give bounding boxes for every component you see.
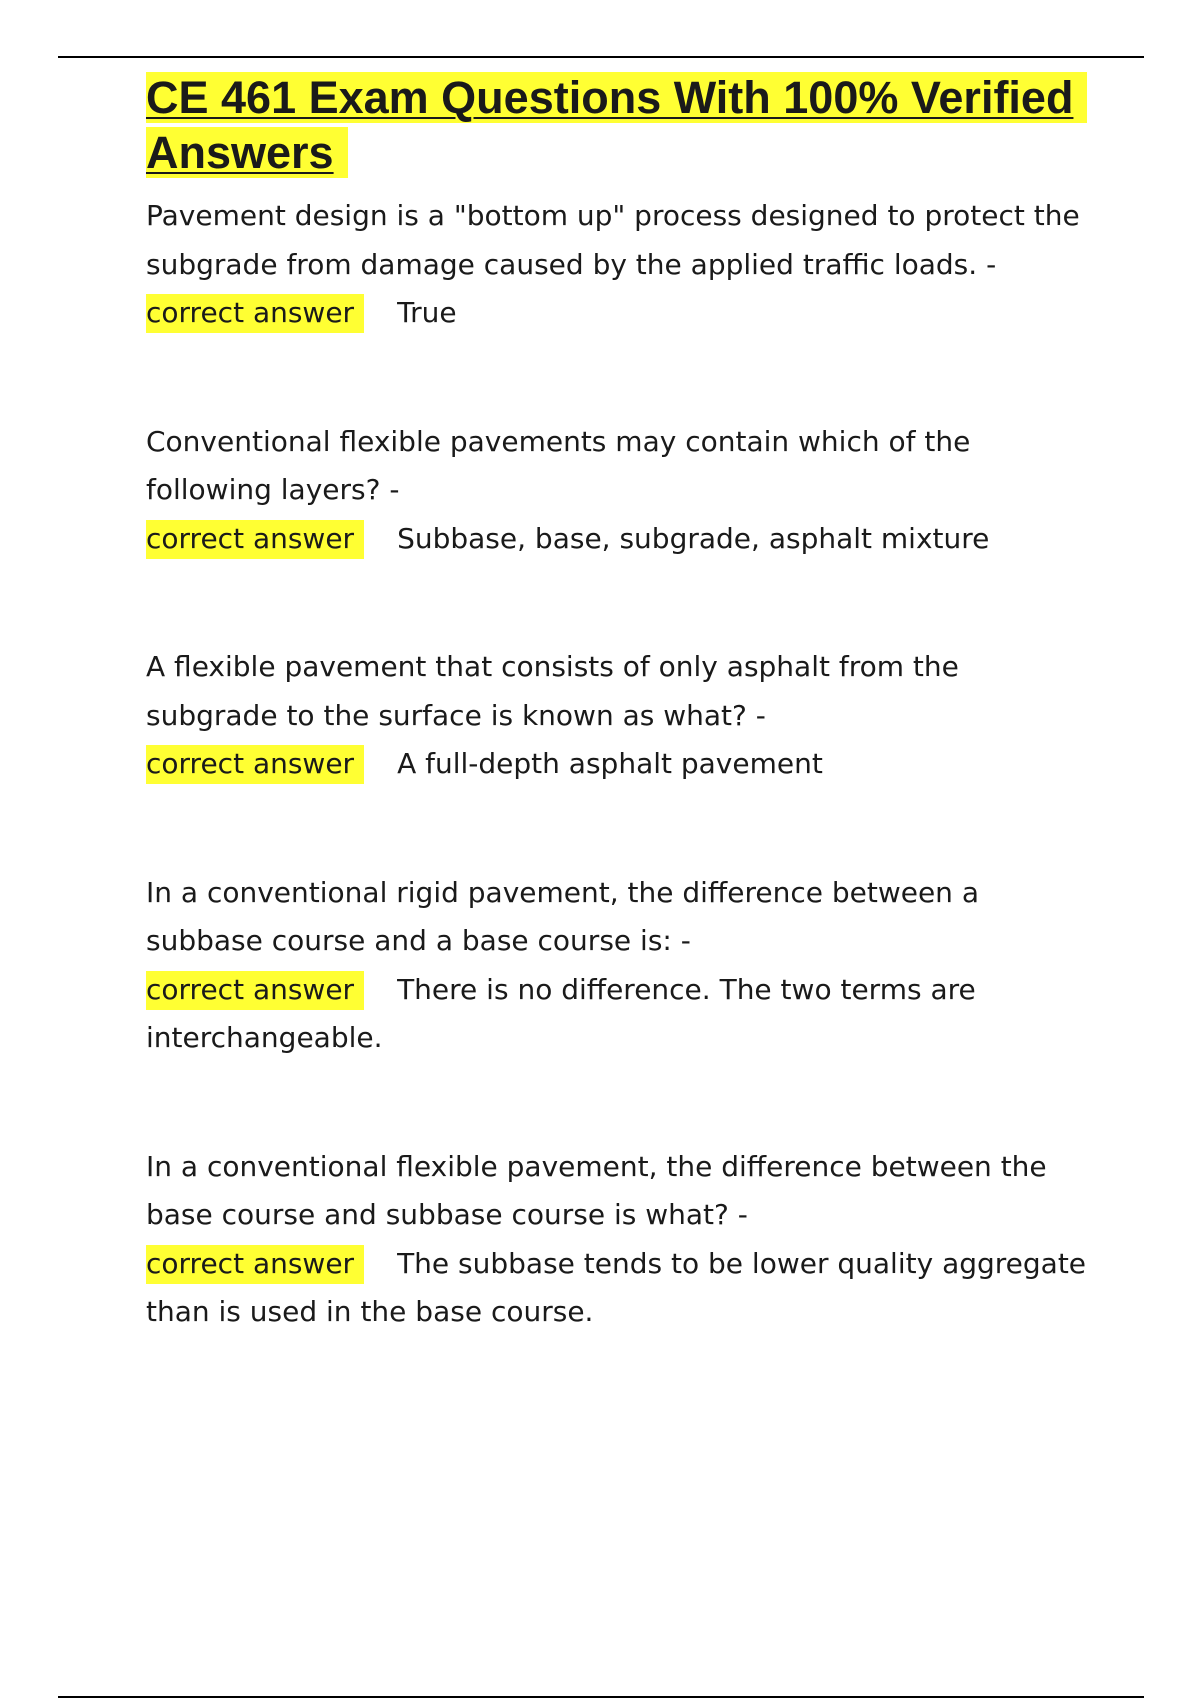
- answer-line: [146, 515, 1096, 564]
- answer-line: [146, 289, 1096, 338]
- document-title: [146, 70, 1096, 180]
- document-body: [146, 70, 1096, 1337]
- answer-label: correct answer: [146, 1245, 364, 1284]
- qa-item-4: [146, 869, 1096, 1063]
- answer-text: There is no difference. The two terms are interchangeable.: [146, 972, 976, 1054]
- question-text: In a conventional flexible pavement, the difference between the base course and subbase course is what? -: [146, 1149, 1047, 1231]
- qa-item-3: [146, 643, 1096, 789]
- qa-item-5: [146, 1143, 1096, 1337]
- answer-text: Subbase, base, subgrade, asphalt mixture: [397, 521, 990, 555]
- answer-line: [146, 740, 1096, 789]
- top-rule: [58, 56, 1144, 58]
- answer-label: correct answer: [146, 520, 364, 559]
- bottom-rule: [58, 1696, 1144, 1698]
- question-text: In a conventional rigid pavement, the difference between a subbase course and a base course is: -: [146, 875, 979, 957]
- answer-label: correct answer: [146, 971, 364, 1010]
- question-text: A flexible pavement that consists of only asphalt from the subgrade to the surface is known as what? -: [146, 650, 959, 732]
- answer-line: [146, 966, 1096, 1063]
- question-text: Conventional flexible pavements may contain which of the following layers? -: [146, 424, 971, 506]
- answer-text: True: [397, 296, 457, 329]
- question-text: Pavement design is a "bottom up" process designed to protect the subgrade from damage caused by the applied traffic loads. -: [146, 199, 1080, 281]
- qa-item-2: [146, 418, 1096, 564]
- answer-line: [146, 1240, 1096, 1337]
- qa-item-1: [146, 192, 1096, 338]
- answer-text: The subbase tends to be lower quality aggregate than is used in the base course.: [146, 1246, 1087, 1328]
- answer-text: A full-depth asphalt pavement: [397, 747, 823, 780]
- answer-label: correct answer: [146, 294, 364, 333]
- document-title-text: CE 461 Exam Questions With 100% Verified Answers: [146, 72, 1087, 178]
- answer-label: correct answer: [146, 745, 364, 784]
